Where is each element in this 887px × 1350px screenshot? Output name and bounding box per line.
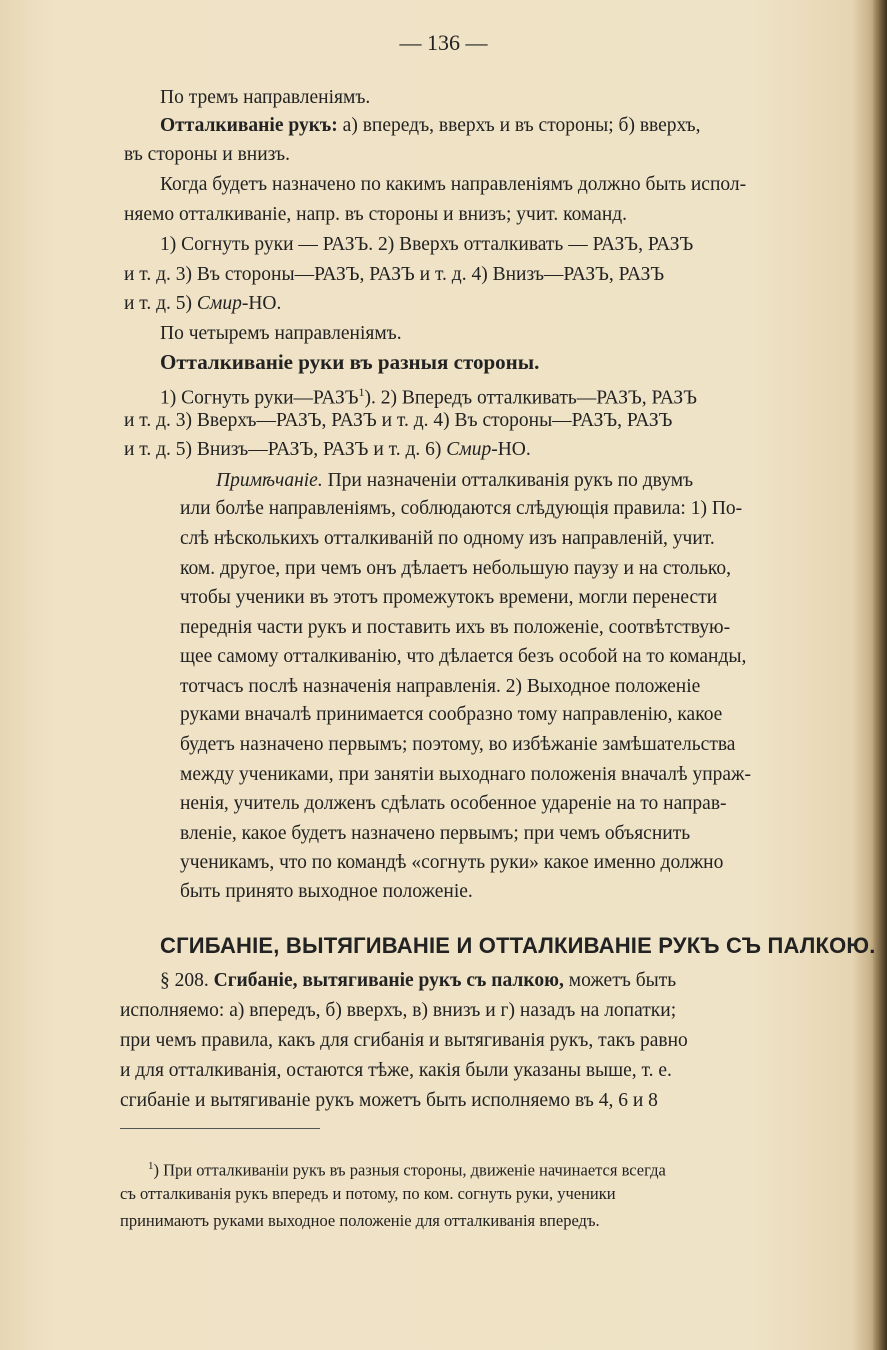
note-line: быть принято выходное положеніе. — [180, 881, 473, 902]
note-line: чтобы ученики въ этотъ промежутокъ времени, могли перенести — [180, 587, 718, 608]
term-bold: Сгибаніе, вытягиваніе рукъ съ палкою, — [213, 970, 564, 991]
note-line: или болѣе направленіямъ, соблюдаются слѣдующія правила: 1) По- — [180, 498, 743, 519]
text-span: и т. д. 5) — [124, 293, 193, 314]
text-line — [160, 114, 701, 138]
text-line — [124, 292, 281, 316]
note-line: будетъ назначено первымъ; поэтому, во избѣжаніе замѣшательства — [180, 734, 736, 755]
text-span: 1) Согнуть руки—РАЗЪ — [160, 387, 359, 409]
text-line: сгибаніе и вытягиваніе рукъ можетъ быть исполняемо въ 4, 6 и 8 — [120, 1090, 658, 1111]
text-line: и т. д. 3) Вверхъ—РАЗЪ, РАЗЪ и т. д. 4) Въ стороны—РАЗЪ, РАЗЪ — [124, 410, 673, 431]
text-span: и т. д. 5) Внизъ—РАЗЪ, РАЗЪ и т. д. 6) — [124, 439, 442, 460]
text-line: 1) Согнуть руки — РАЗЪ. 2) Вверхъ отталкивать — РАЗЪ, РАЗЪ — [160, 234, 694, 255]
page-edge — [873, 0, 887, 1350]
note-line: руками вначалѣ принимается сообразно тому направленію, какое — [180, 704, 723, 725]
text-line: исполняемо: а) впередъ, б) вверхъ, в) внизъ и г) назадъ на лопатки; — [120, 1000, 677, 1021]
text-span: При назначеніи отталкиванія рукъ по двумъ — [327, 470, 694, 491]
footnote-rule — [120, 1128, 320, 1129]
section-subheading: Отталкиваніе руки въ разныя стороны. — [160, 350, 540, 374]
note-line — [216, 469, 693, 493]
note-line: между учениками, при занятіи выходнаго положенія вначалѣ упраж- — [180, 764, 752, 785]
note-line: переднія части рукъ и поставить ихъ въ положеніе, соотвѣтствую- — [180, 617, 731, 638]
italic-span: Смир — [446, 439, 492, 460]
note-line: ненія, учитель долженъ сдѣлать особенное удареніе на то направ- — [180, 793, 727, 814]
footnote-line: принимаютъ руками выходное положеніе для отталкиванія впередъ. — [120, 1211, 600, 1230]
footnote-text: ) При отталкиваніи рукъ въ разныя стороны, движеніе начинается всегда — [153, 1160, 666, 1180]
footnote-line — [148, 1156, 666, 1181]
text-line: Когда будетъ назначено по какимъ направленіямъ должно быть испол- — [160, 174, 747, 195]
text-line: няемо отталкиваніе, напр. въ стороны и внизъ; учит. команд. — [124, 204, 628, 225]
section-heading: СГИБАНІЕ, ВЫТЯГИВАНІЕ И ОТТАЛКИВАНІЕ РУКЪ СЪ ПАЛКОЮ. — [160, 933, 876, 958]
text-span: можетъ быть — [568, 970, 677, 991]
italic-span: Смир — [196, 293, 242, 314]
term-bold: Отталкиваніе рукъ: — [160, 115, 338, 136]
text-span: ). 2) Впередъ отталкивать—РАЗЪ, РАЗЪ — [364, 387, 697, 409]
page-number: — 136 — — [399, 30, 488, 55]
text-line — [124, 438, 531, 462]
text-span: -НО. — [241, 293, 282, 314]
text-line: По тремъ направленіямъ. — [160, 87, 371, 108]
note-line: вленіе, какое будетъ назначено первымъ; при чемъ объяснить — [180, 823, 691, 844]
note-line: ученикамъ, что по командѣ «согнуть руки» какое именно должно — [180, 852, 724, 873]
note-line: ком. другое, при чемъ онъ дѣлаетъ небольшую паузу и на столько, — [180, 558, 731, 579]
footnote-ref: 1 — [358, 385, 365, 399]
text-line: въ стороны и внизъ. — [124, 144, 290, 165]
paragraph-number: § 208. — [160, 970, 209, 991]
text-line: и т. д. 3) Въ стороны—РАЗЪ, РАЗЪ и т. д. 4) Внизъ—РАЗЪ, РАЗЪ — [124, 264, 665, 285]
text-span: а) впередъ, вверхъ и въ стороны; б) вверхъ, — [342, 115, 701, 136]
note-line: тотчасъ послѣ назначенія направленія. 2) Выходное положеніе — [180, 676, 701, 697]
footnote-mark: 1 — [148, 1160, 154, 1172]
text-line: По четыремъ направленіямъ. — [160, 323, 402, 344]
footnote-line: съ отталкиванія рукъ впередъ и потому, по ком. согнуть руки, ученики — [120, 1184, 616, 1203]
note-line: щее самому отталкиванію, что дѣлается безъ особой на то команды, — [180, 646, 747, 667]
text-line: при чемъ правила, какъ для сгибанія и вытягиванія рукъ, такъ равно — [120, 1030, 688, 1051]
text-line: и для отталкиванія, остаются тѣже, какія были указаны выше, т. е. — [120, 1060, 672, 1081]
text-line — [160, 380, 697, 411]
note-label: Примѣчаніе. — [216, 470, 323, 491]
note-line: слѣ нѣсколькихъ отталкиваній по одному изъ направленій, учит. — [180, 528, 715, 549]
text-span: -НО. — [491, 439, 531, 460]
text-line — [160, 969, 676, 993]
